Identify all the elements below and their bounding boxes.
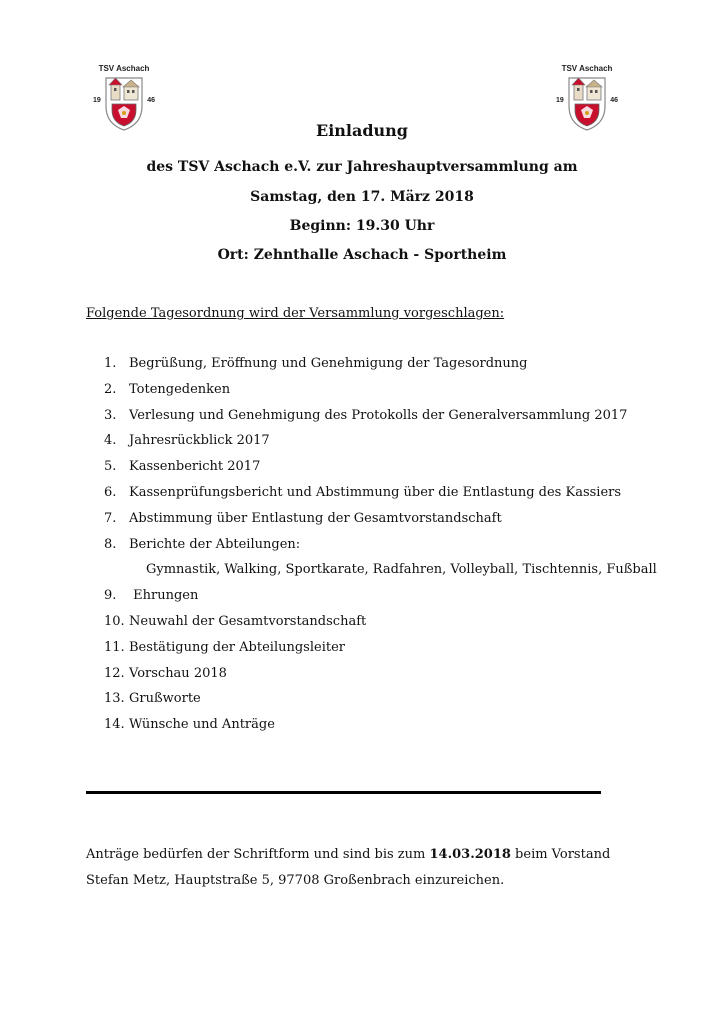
meeting-date: Samstag, den 17. März 2018 (250, 189, 474, 205)
agenda-item-number: 2. (104, 381, 117, 397)
submission-deadline: 14.03.2018 (429, 847, 511, 862)
agenda-item-number: 3. (104, 407, 117, 423)
agenda-item-text: Bestätigung der Abteilungsleiter (129, 639, 345, 655)
agenda-item-text: Jahresrückblick 2017 (129, 433, 270, 449)
agenda-item (104, 509, 657, 535)
agenda-item-text: Grußworte (129, 691, 201, 707)
agenda-item-text: Wünsche und Anträge (129, 717, 275, 733)
agenda-list (104, 354, 657, 741)
submission-note (86, 847, 610, 862)
logo-year-right: 46 (147, 97, 155, 104)
logo-year-left: 19 (93, 97, 101, 104)
agenda-item-number: 8. (104, 536, 117, 552)
logo-club-name: TSV Aschach (98, 64, 150, 73)
agenda-item-number: 1. (104, 356, 117, 371)
agenda-item (104, 664, 657, 690)
agenda-item (104, 354, 657, 380)
submission-note-text: Anträge bedürfen der Schriftform und sind bis zum (86, 847, 430, 862)
agenda-item (104, 406, 657, 432)
agenda-item (104, 380, 657, 406)
submission-address: Stefan Metz, Hauptstraße 5, 97708 Großenbrach einzureichen. (86, 873, 505, 888)
agenda-item-number: 4. (104, 433, 117, 449)
agenda-item (104, 431, 657, 457)
agenda-item (104, 535, 657, 561)
agenda-item-number: 12. (104, 665, 125, 681)
agenda-item-text: Verlesung und Genehmigung des Protokolls der Generalversammlung 2017 (129, 407, 628, 423)
invitation-subtitle: des TSV Aschach e.V. zur Jahreshauptversammlung am (146, 159, 578, 175)
meeting-start-time: Beginn: 19.30 Uhr (289, 218, 435, 234)
agenda-item (104, 638, 657, 664)
logo-club-name: TSV Aschach (561, 64, 613, 73)
agenda-item-text: Ehrungen (129, 588, 199, 604)
meeting-location: Ort: Zehnthalle Aschach - Sportheim (217, 247, 507, 263)
agenda-item-number: 6. (104, 484, 117, 500)
agenda-item-number: 11. (104, 639, 125, 655)
agenda-item-text: Berichte der Abteilungen: (129, 536, 301, 552)
agenda-intro: Folgende Tagesordnung wird der Versammlung vorgeschlagen: (86, 306, 505, 321)
agenda-subitem (104, 560, 657, 586)
agenda-item-text: Kassenbericht 2017 (129, 459, 261, 475)
agenda-item-number: 5. (104, 459, 117, 475)
logo-year-right: 46 (610, 97, 618, 104)
agenda-item (104, 586, 657, 612)
agenda-item-text: Begrüßung, Eröffnung und Genehmigung der Tagesordnung (129, 356, 528, 371)
agenda-item-text: Neuwahl der Gesamtvorstandschaft (129, 613, 367, 629)
page-title: Einladung (316, 121, 408, 140)
agenda-item (104, 612, 657, 638)
agenda-item (104, 483, 657, 509)
agenda-item (104, 689, 657, 715)
agenda-item-number: 10. (104, 613, 125, 629)
agenda-item-number: 7. (104, 510, 117, 526)
agenda-item-text: Vorschau 2018 (129, 665, 227, 681)
agenda-item-text: Abstimmung über Entlastung der Gesamtvorstandschaft (129, 510, 502, 526)
logo-year-left: 19 (556, 97, 564, 104)
submission-note-text-end: beim Vorstand (510, 847, 611, 862)
agenda-item-number: 13. (104, 691, 125, 707)
agenda-item-number: 9. (104, 588, 117, 604)
department-list: Gymnastik, Walking, Sportkarate, Radfahren, Volleyball, Tischtennis, Fußball (146, 562, 657, 578)
agenda-item-number: 14. (104, 717, 125, 733)
agenda-item (104, 715, 657, 741)
agenda-item-text: Kassenprüfungsbericht und Abstimmung über die Entlastung des Kassiers (129, 484, 622, 500)
horizontal-divider (86, 791, 601, 794)
agenda-item-text: Totengedenken (129, 381, 231, 397)
agenda-item (104, 457, 657, 483)
